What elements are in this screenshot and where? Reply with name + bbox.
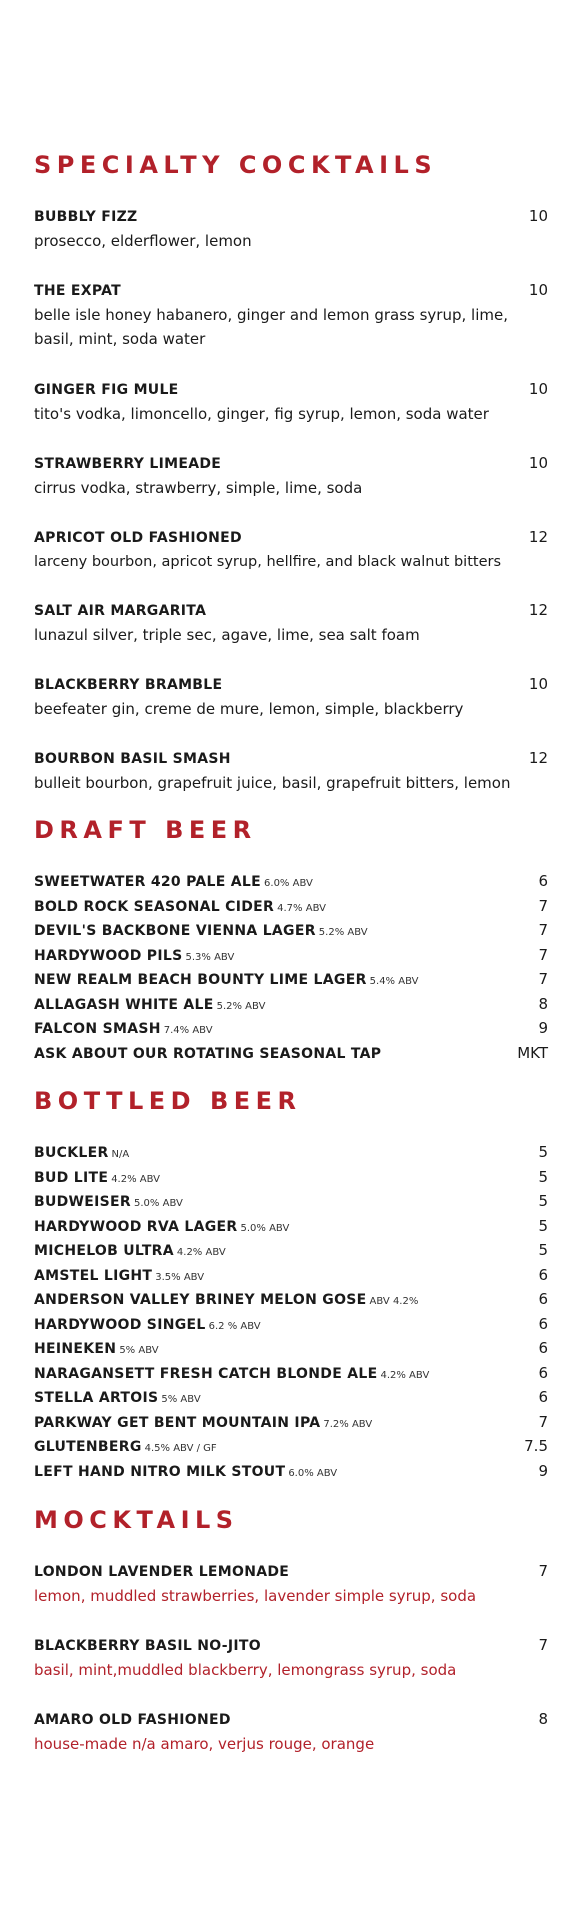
beer-price: 5: [538, 1192, 548, 1210]
menu-item-row: [34, 283, 548, 298]
beer-name: STELLA ARTOIS: [34, 1390, 159, 1406]
beer-name: BUCKLER: [34, 1145, 109, 1161]
beer-price: 6: [538, 1266, 548, 1284]
beer-row: [34, 1268, 548, 1283]
beer-price: 9: [538, 1462, 548, 1480]
beer-row: [34, 1194, 548, 1209]
beer-abv: N/A: [111, 1149, 130, 1160]
beer-price: 6: [538, 1388, 548, 1406]
beer-abv: 5% ABV: [161, 1394, 201, 1405]
beer-abv: 4.2% ABV: [176, 1247, 226, 1258]
item-price: 12: [528, 749, 548, 767]
beer-abv: 7.4% ABV: [163, 1025, 213, 1036]
item-description: prosecco, elderflower, lemon: [34, 232, 252, 250]
beer-price: 5: [538, 1241, 548, 1259]
beer-row: [34, 1439, 548, 1454]
menu-item-row: [34, 1564, 548, 1579]
beer-abv: 6.0% ABV: [264, 878, 313, 889]
item-name: APRICOT OLD FASHIONED: [34, 530, 242, 546]
item-price: 7: [538, 1562, 548, 1580]
beer-abv: 5.0% ABV: [134, 1198, 183, 1209]
beer-row: [34, 1464, 548, 1479]
beer-price: 6: [538, 1339, 548, 1357]
menu-item-row: [34, 530, 548, 545]
beer-price: 7: [538, 921, 548, 939]
beer-name: HARDYWOOD SINGEL: [34, 1317, 206, 1333]
section-title-cocktails: SPECIALTY COCKTAILS: [34, 151, 438, 179]
beer-row: [34, 1021, 548, 1036]
beer-abv: 3.5% ABV: [155, 1272, 205, 1283]
beer-price: 5: [538, 1217, 548, 1235]
beer-name: NARAGANSETT FRESH CATCH BLONDE ALE: [34, 1366, 378, 1382]
beer-price: MKT: [517, 1044, 548, 1062]
beer-abv: 6.0% ABV: [288, 1468, 338, 1479]
beer-price: 8: [538, 995, 548, 1013]
beer-abv: 6.2 % ABV: [208, 1321, 261, 1332]
beer-row: [34, 972, 548, 987]
beer-name: DEVIL'S BACKBONE VIENNA LAGER: [34, 923, 316, 939]
item-price: 10: [528, 454, 548, 472]
item-name: BLACKBERRY BRAMBLE: [34, 677, 223, 693]
beer-price: 5: [538, 1168, 548, 1186]
beer-price: 7: [538, 946, 548, 964]
beer-abv: 4.2% ABV: [111, 1174, 161, 1185]
beer-price: 7: [538, 1413, 548, 1431]
section-title-draft-beer: DRAFT BEER: [34, 816, 257, 844]
beer-name: AMSTEL LIGHT: [34, 1268, 153, 1284]
beer-row: [34, 1317, 548, 1332]
beer-name: HEINEKEN: [34, 1341, 117, 1357]
beer-abv: 5.4% ABV: [369, 976, 419, 987]
menu-item-row: [34, 209, 548, 224]
item-name: THE EXPAT: [34, 283, 122, 299]
section-title-bottled-beer: BOTTLED BEER: [34, 1087, 302, 1115]
beer-row: [34, 1219, 548, 1234]
beer-row: [34, 1145, 548, 1160]
beer-name: BUD LITE: [34, 1170, 109, 1186]
item-description: cirrus vodka, strawberry, simple, lime, soda: [34, 479, 363, 497]
menu-item-row: [34, 603, 548, 618]
beer-abv: 5.2% ABV: [216, 1001, 266, 1012]
item-name: BUBBLY FIZZ: [34, 209, 138, 225]
item-description: tito's vodka, limoncello, ginger, fig syrup, lemon, soda water: [34, 405, 489, 423]
beer-row: [34, 899, 548, 914]
beer-abv: 5% ABV: [119, 1345, 159, 1356]
beer-name: HARDYWOOD PILS: [34, 948, 183, 964]
item-name: BLACKBERRY BASIL NO-JITO: [34, 1638, 261, 1654]
beer-row: [34, 1243, 548, 1258]
beer-name: LEFT HAND NITRO MILK STOUT: [34, 1464, 286, 1480]
item-name: BOURBON BASIL SMASH: [34, 751, 231, 767]
item-name: STRAWBERRY LIMEADE: [34, 456, 222, 472]
menu-item-row: [34, 677, 548, 692]
beer-price: 6: [538, 1315, 548, 1333]
beer-name: HARDYWOOD RVA LAGER: [34, 1219, 238, 1235]
beer-name: ANDERSON VALLEY BRINEY MELON GOSE: [34, 1292, 367, 1308]
beer-name: SWEETWATER 420 PALE ALE: [34, 874, 262, 890]
menu-item-row: [34, 751, 548, 766]
item-price: 7: [538, 1636, 548, 1654]
item-price: 10: [528, 281, 548, 299]
beer-price: 7.5: [524, 1437, 548, 1455]
beer-name: ALLAGASH WHITE ALE: [34, 997, 214, 1013]
beer-row: [34, 1292, 548, 1307]
beer-abv: 5.3% ABV: [185, 952, 235, 963]
item-price: 12: [528, 528, 548, 546]
beer-price: 9: [538, 1019, 548, 1037]
beer-name: FALCON SMASH: [34, 1021, 161, 1037]
beer-name: MICHELOB ULTRA: [34, 1243, 174, 1259]
item-price: 10: [528, 380, 548, 398]
beer-name: BOLD ROCK SEASONAL CIDER: [34, 899, 275, 915]
beer-row: [34, 1341, 548, 1356]
beer-row: [34, 997, 548, 1012]
beer-name: NEW REALM BEACH BOUNTY LIME LAGER: [34, 972, 367, 988]
beer-row: [34, 874, 548, 889]
item-name: AMARO OLD FASHIONED: [34, 1712, 231, 1728]
menu-item-row: [34, 456, 548, 471]
item-price: 8: [538, 1710, 548, 1728]
item-name: GINGER FIG MULE: [34, 382, 179, 398]
beer-abv: 4.7% ABV: [277, 903, 326, 914]
beer-abv: ABV 4.2%: [369, 1296, 419, 1307]
section-title-mocktails: MOCKTAILS: [34, 1506, 239, 1534]
item-name: LONDON LAVENDER LEMONADE: [34, 1564, 290, 1580]
beer-abv: 4.2% ABV: [380, 1370, 430, 1381]
beer-name: PARKWAY GET BENT MOUNTAIN IPA: [34, 1415, 321, 1431]
beer-row: [34, 1170, 548, 1185]
beer-abv: 7.2% ABV: [323, 1419, 373, 1430]
beer-abv: 5.2% ABV: [318, 927, 368, 938]
item-name: SALT AIR MARGARITA: [34, 603, 207, 619]
item-description: bulleit bourbon, grapefruit juice, basil, grapefruit bitters, lemon: [34, 774, 511, 792]
menu-item-row: [34, 1638, 548, 1653]
item-description: lemon, muddled strawberries, lavender simple syrup, soda: [34, 1587, 477, 1605]
beer-name: ASK ABOUT OUR ROTATING SEASONAL TAP: [34, 1046, 382, 1062]
beer-price: 6: [538, 872, 548, 890]
beer-price: 7: [538, 970, 548, 988]
item-price: 10: [528, 675, 548, 693]
beer-row: [34, 1046, 548, 1061]
beer-row: [34, 1390, 548, 1405]
item-description: beefeater gin, creme de mure, lemon, simple, blackberry: [34, 700, 464, 718]
item-price: 12: [528, 601, 548, 619]
item-description: belle isle honey habanero, ginger and lemon grass syrup, lime, basil, mint, soda water: [34, 306, 508, 348]
beer-price: 7: [538, 897, 548, 915]
beer-price: 6: [538, 1290, 548, 1308]
beer-row: [34, 1415, 548, 1430]
beer-abv: 4.5% ABV / GF: [144, 1443, 217, 1454]
beer-price: 6: [538, 1364, 548, 1382]
item-description: lunazul silver, triple sec, agave, lime, sea salt foam: [34, 626, 420, 644]
item-price: 10: [528, 207, 548, 225]
beer-price: 5: [538, 1143, 548, 1161]
beer-name: BUDWEISER: [34, 1194, 132, 1210]
beer-name: GLUTENBERG: [34, 1439, 142, 1455]
beer-abv: 5.0% ABV: [240, 1223, 290, 1234]
menu-item-row: [34, 382, 548, 397]
item-description: basil, mint,muddled blackberry, lemongrass syrup, soda: [34, 1661, 457, 1679]
beer-row: [34, 948, 548, 963]
item-description: larceny bourbon, apricot syrup, hellfire, and black walnut bitters: [34, 554, 502, 570]
beer-row: [34, 923, 548, 938]
beer-row: [34, 1366, 548, 1381]
menu-item-row: [34, 1712, 548, 1727]
item-description: house-made n/a amaro, verjus rouge, orange: [34, 1735, 375, 1753]
